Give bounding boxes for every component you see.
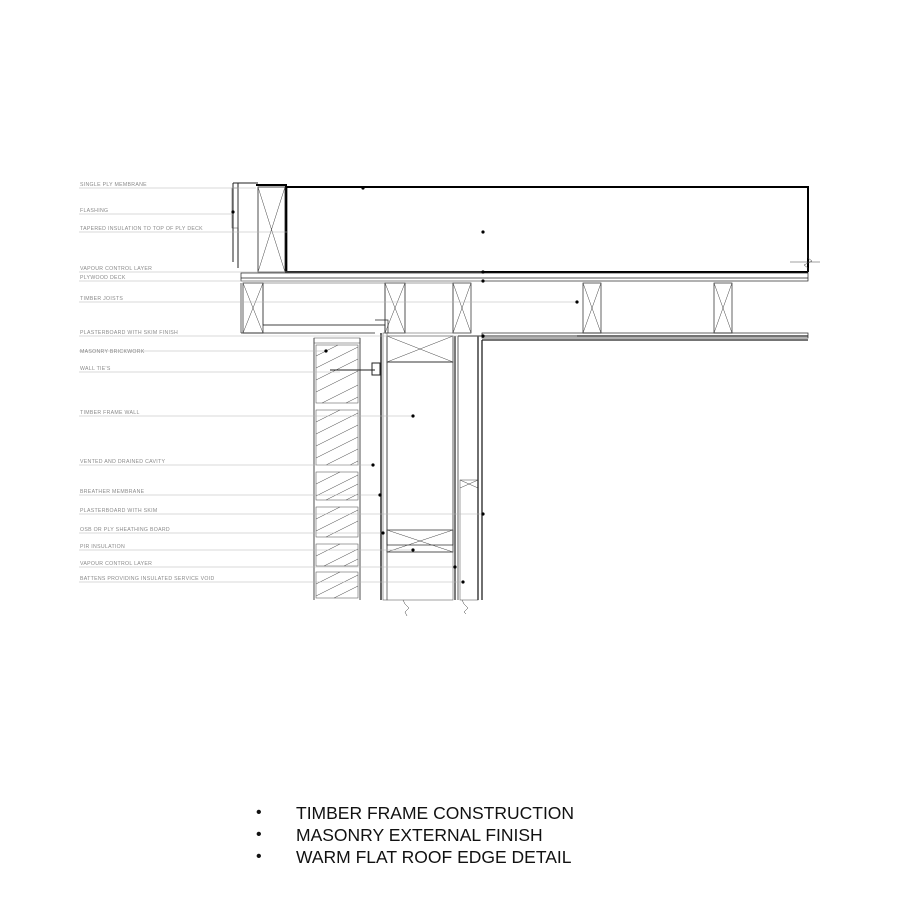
brick-course	[316, 572, 358, 598]
label-pir-insulation: PIR INSULATION	[80, 544, 126, 550]
detail-notes-list	[252, 802, 574, 868]
break-line	[403, 600, 468, 616]
leader-lines	[79, 188, 577, 582]
sheathing-board	[383, 333, 387, 600]
note-text: MASONRY EXTERNAL FINISH	[296, 825, 543, 845]
masonry-brickwork	[314, 338, 360, 600]
timber-frame-wall-insulation	[387, 362, 453, 545]
brick-course	[316, 507, 358, 537]
single-ply-membrane	[256, 185, 808, 272]
wall-build-up	[314, 333, 808, 616]
label-battens-service-void: BATTENS PROVIDING INSULATED SERVICE VOID	[80, 576, 215, 582]
label-plasterboard-skim-finish: PLASTERBOARD WITH SKIM FINISH	[80, 330, 179, 336]
brick-course	[316, 544, 358, 566]
flashing	[233, 183, 258, 268]
roof-build-up	[232, 183, 820, 338]
label-timber-frame-wall: TIMBER FRAME WALL	[80, 410, 140, 416]
note-item	[252, 824, 574, 846]
note-item	[252, 802, 574, 824]
brick-course	[316, 472, 358, 500]
label-osb-ply-sheathing: OSB OR PLY SHEATHING BOARD	[80, 527, 170, 533]
label-wall-ties: WALL TIE'S	[80, 366, 111, 372]
brick-course	[316, 410, 358, 465]
mineral-wool-between-joists	[263, 283, 385, 325]
label-vapour-control-layer-roof: VAPOUR CONTROL LAYER	[80, 266, 153, 272]
bullet-icon: •	[256, 826, 262, 843]
label-single-ply-membrane: SINGLE PLY MEMBRANE	[80, 182, 147, 188]
plasterboard-with-skim	[458, 336, 808, 600]
label-breather-membrane: BREATHER MEMBRANE	[80, 489, 145, 495]
edge-timber-cross	[258, 187, 285, 272]
note-item	[252, 846, 574, 868]
label-timber-joists: TIMBER JOISTS	[80, 296, 124, 302]
wall-head-insulation	[405, 283, 453, 333]
label-vapour-control-layer-wall: VAPOUR CONTROL LAYER	[80, 561, 153, 567]
break-line	[790, 250, 820, 272]
bullet-icon: •	[256, 804, 262, 821]
label-plasterboard-with-skim: PLASTERBOARD WITH SKIM	[80, 508, 158, 514]
label-flashing: FLASHING	[80, 208, 109, 214]
label-plywood-deck: PLYWOOD DECK	[80, 275, 126, 281]
bullet-icon: •	[256, 848, 262, 865]
label-vented-drained-cavity: VENTED AND DRAINED CAVITY	[80, 459, 166, 465]
label-tapered-insulation: TAPERED INSULATION TO TOP OF PLY DECK	[80, 226, 203, 232]
tapered-insulation	[287, 187, 808, 272]
annotation-labels	[80, 182, 215, 582]
label-masonry-brickwork: MASONRY BRICKWORK	[80, 349, 145, 355]
note-text: TIMBER FRAME CONSTRUCTION	[296, 803, 575, 823]
leader-dots	[231, 186, 578, 583]
note-text: WARM FLAT ROOF EDGE DETAIL	[296, 847, 572, 867]
plywood-deck	[241, 273, 808, 281]
